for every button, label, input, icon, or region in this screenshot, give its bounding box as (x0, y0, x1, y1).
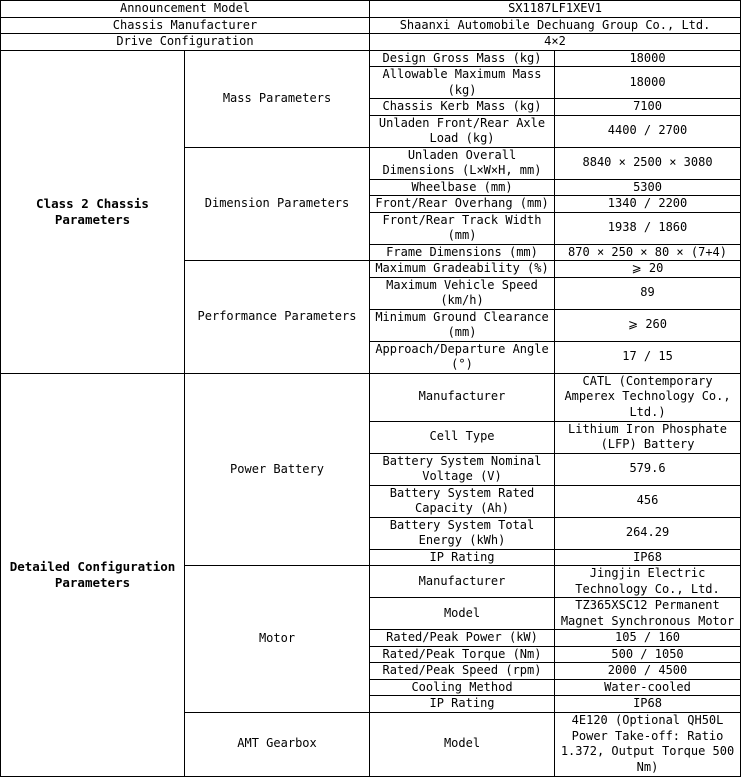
gearbox-group-title: AMT Gearbox (185, 712, 370, 776)
row-label: Approach/Departure Angle (°) (370, 341, 555, 373)
row-value: IP68 (555, 549, 741, 566)
row-value: CATL (Contemporary Amperex Technology Co., Ltd.) (555, 373, 741, 421)
row-label: Battery System Rated Capacity (Ah) (370, 485, 555, 517)
dimension-group-title: Dimension Parameters (185, 147, 370, 261)
row-label: IP Rating (370, 696, 555, 713)
row-value: 1938 / 1860 (555, 212, 741, 244)
chassis-section-title: Class 2 Chassis Parameters (1, 50, 185, 373)
row-value: Lithium Iron Phosphate (LFP) Battery (555, 421, 741, 453)
table-row (1, 17, 741, 34)
row-value: 579.6 (555, 453, 741, 485)
row-label: Front/Rear Overhang (mm) (370, 196, 555, 213)
row-label: Manufacturer (370, 373, 555, 421)
row-label: Front/Rear Track Width (mm) (370, 212, 555, 244)
config-section-title: Detailed Configuration Parameters (1, 373, 185, 776)
row-value: 500 / 1050 (555, 646, 741, 663)
mass-group-title: Mass Parameters (185, 50, 370, 147)
drive-configuration-label: Drive Configuration (1, 34, 370, 51)
row-label: Design Gross Mass (kg) (370, 50, 555, 67)
row-value: 7100 (555, 99, 741, 116)
row-label: Allowable Maximum Mass (kg) (370, 67, 555, 99)
row-label: Unladen Front/Rear Axle Load (kg) (370, 115, 555, 147)
row-label: Manufacturer (370, 566, 555, 598)
row-value: Jingjin Electric Technology Co., Ltd. (555, 566, 741, 598)
row-label: Wheelbase (mm) (370, 179, 555, 196)
chassis-manufacturer-value: Shaanxi Automobile Dechuang Group Co., Ltd. (370, 17, 741, 34)
table-row (1, 1, 741, 18)
row-value: 264.29 (555, 517, 741, 549)
row-label: Model (370, 712, 555, 776)
row-value: ⩾ 260 (555, 309, 741, 341)
row-label: Frame Dimensions (mm) (370, 244, 555, 261)
row-value: 1340 / 2200 (555, 196, 741, 213)
row-value: 89 (555, 277, 741, 309)
row-value: 5300 (555, 179, 741, 196)
row-value: 870 × 250 × 80 × (7+4) (555, 244, 741, 261)
table-row (1, 373, 741, 421)
row-label: Battery System Nominal Voltage (V) (370, 453, 555, 485)
row-label: Rated/Peak Power (kW) (370, 630, 555, 647)
row-value: 18000 (555, 67, 741, 99)
row-value: 2000 / 4500 (555, 663, 741, 680)
row-value: 18000 (555, 50, 741, 67)
row-label: Maximum Gradeability (%) (370, 261, 555, 278)
drive-configuration-value: 4×2 (370, 34, 741, 51)
row-value: TZ365XSC12 Permanent Magnet Synchronous Motor (555, 598, 741, 630)
row-value: 17 / 15 (555, 341, 741, 373)
row-label: Model (370, 598, 555, 630)
motor-group-title: Motor (185, 566, 370, 713)
row-value: 4E120 (Optional QH50L Power Take-off: Ratio 1.372, Output Torque 500 Nm) (555, 712, 741, 776)
announcement-model-label: Announcement Model (1, 1, 370, 18)
row-label: Minimum Ground Clearance (mm) (370, 309, 555, 341)
row-value: ⩾ 20 (555, 261, 741, 278)
row-label: Unladen Overall Dimensions (L×W×H, mm) (370, 147, 555, 179)
performance-group-title: Performance Parameters (185, 261, 370, 374)
battery-group-title: Power Battery (185, 373, 370, 566)
row-label: Cell Type (370, 421, 555, 453)
row-label: Cooling Method (370, 679, 555, 696)
table-row (1, 50, 741, 67)
row-value: 105 / 160 (555, 630, 741, 647)
row-label: Rated/Peak Speed (rpm) (370, 663, 555, 680)
chassis-manufacturer-label: Chassis Manufacturer (1, 17, 370, 34)
row-label: Battery System Total Energy (kWh) (370, 517, 555, 549)
row-value: 456 (555, 485, 741, 517)
row-label: IP Rating (370, 549, 555, 566)
row-label: Rated/Peak Torque (Nm) (370, 646, 555, 663)
row-value: Water-cooled (555, 679, 741, 696)
row-label: Chassis Kerb Mass (kg) (370, 99, 555, 116)
row-value: IP68 (555, 696, 741, 713)
announcement-model-value: SX1187LF1XEV1 (370, 1, 741, 18)
table-row (1, 34, 741, 51)
row-value: 8840 × 2500 × 3080 (555, 147, 741, 179)
row-label: Maximum Vehicle Speed (km/h) (370, 277, 555, 309)
row-value: 4400 / 2700 (555, 115, 741, 147)
